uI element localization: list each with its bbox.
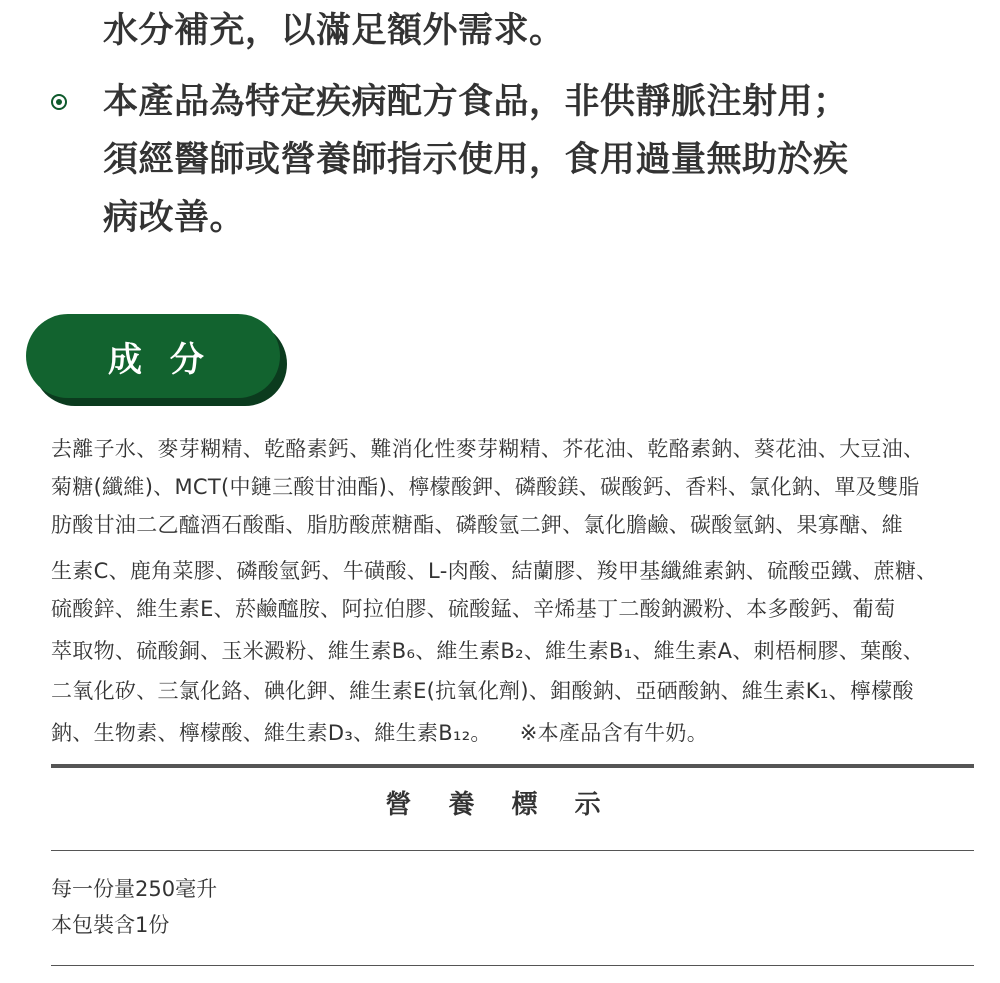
- ingredients-heading: 成 分: [108, 339, 212, 380]
- bullet-circle-icon: [51, 94, 67, 110]
- notice-line-2: 須經醫師或營養師指示使用，食用過量無助於疾: [103, 140, 849, 180]
- nutrition-bottom-rule: [51, 965, 974, 966]
- ingredients-line: 萃取物、硫酸銅、玉米澱粉、維生素B₆、維生素B₂、維生素B₁、維生素A、刺梧桐膠、葉酸、: [51, 639, 925, 663]
- ingredients-line: 硫酸鋅、維生素E、菸鹼醯胺、阿拉伯膠、硫酸錳、辛烯基丁二酸鈉澱粉、本多酸鈣、葡萄: [51, 597, 896, 621]
- serving-size: 每一份量250毫升: [51, 877, 218, 901]
- notice-continued-line: 水分補充，以滿足額外需求。: [103, 11, 565, 51]
- nutrition-top-rule: [51, 764, 974, 768]
- milk-allergen-note: ※本產品含有牛奶。: [519, 721, 709, 745]
- notice-line-3: 病改善。: [103, 198, 246, 238]
- notice-line-1: 本產品為特定疾病配方食品，非供靜脈注射用；: [103, 82, 849, 122]
- servings-per-pack: 本包裝含1份: [51, 913, 170, 937]
- nutrition-title: 營 養 標 示: [385, 790, 615, 820]
- ingredients-line: 生素C、鹿角菜膠、磷酸氫鈣、牛磺酸、L-肉酸、結蘭膠、羧甲基纖維素鈉、硫酸亞鐵、蔗糖、: [51, 559, 938, 583]
- ingredients-line-last: [51, 714, 708, 752]
- ingredients-line: 肪酸甘油二乙醯酒石酸酯、脂肪酸蔗糖酯、磷酸氫二鉀、氯化膽鹼、碳酸氫鈉、果寡醣、維: [51, 513, 903, 537]
- ingredients-line: 菊糖(纖維)、MCT(中鏈三酸甘油酯)、檸檬酸鉀、磷酸鎂、碳酸鈣、香料、氯化鈉、單及雙脂: [51, 475, 920, 499]
- nutrition-divider: [51, 850, 974, 851]
- ingredients-line-text: 鈉、生物素、檸檬酸、維生素D₃、維生素B₁₂。: [51, 721, 492, 745]
- ingredients-line: 二氧化矽、三氯化鉻、碘化鉀、維生素E(抗氧化劑)、鉬酸鈉、亞硒酸鈉、維生素K₁、檸檬酸: [51, 679, 914, 703]
- ingredients-line: 去離子水、麥芽糊精、乾酪素鈣、難消化性麥芽糊精、芥花油、乾酪素鈉、葵花油、大豆油、: [51, 437, 925, 461]
- ingredients-heading-pill: [26, 314, 280, 398]
